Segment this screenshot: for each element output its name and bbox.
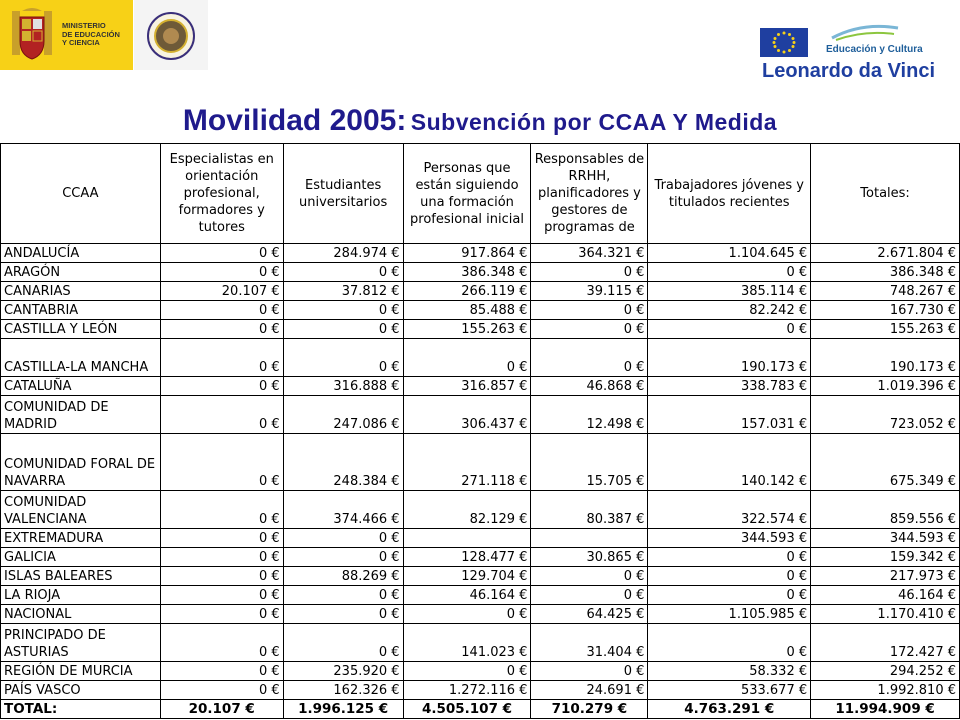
amount-cell: 82.242 € <box>648 301 811 320</box>
amount-cell: 338.783 € <box>648 377 811 396</box>
region-cell: GALICIA <box>1 548 161 567</box>
amount-cell: 0 € <box>531 662 648 681</box>
amount-cell: 58.332 € <box>648 662 811 681</box>
eu-flag-icon <box>760 28 808 57</box>
region-cell: CASTILLA-LA MANCHA <box>1 339 161 377</box>
amount-cell: 0 € <box>403 339 531 377</box>
region-cell: NACIONAL <box>1 605 161 624</box>
region-cell: EXTREMADURA <box>1 529 161 548</box>
table-row <box>1 282 960 301</box>
amount-cell: 533.677 € <box>648 681 811 700</box>
amount-cell: 248.384 € <box>283 434 403 491</box>
amount-cell: 0 € <box>160 263 283 282</box>
amount-cell: 0 € <box>160 681 283 700</box>
amount-cell: 0 € <box>283 624 403 662</box>
region-cell: ISLAS BALEARES <box>1 567 161 586</box>
amount-cell: 0 € <box>531 567 648 586</box>
amount-cell: 0 € <box>160 377 283 396</box>
region-cell: PRINCIPADO DE ASTURIAS <box>1 624 161 662</box>
amount-cell: 386.348 € <box>403 263 531 282</box>
table-row <box>1 586 960 605</box>
amount-cell: 80.387 € <box>531 491 648 529</box>
region-cell: COMUNIDAD FORAL DE NAVARRA <box>1 434 161 491</box>
amount-cell: 190.173 € <box>648 339 811 377</box>
region-cell: CATALUÑA <box>1 377 161 396</box>
table-row <box>1 681 960 700</box>
coat-of-arms-icon <box>8 7 56 63</box>
table-row <box>1 529 960 548</box>
amount-cell: 374.466 € <box>283 491 403 529</box>
amount-cell: 46.164 € <box>811 586 960 605</box>
amount-cell: 0 € <box>648 624 811 662</box>
amount-cell: 0 € <box>531 263 648 282</box>
total-amount-cell: 4.505.107 € <box>403 700 531 719</box>
amount-cell: 46.164 € <box>403 586 531 605</box>
total-amount-cell: 1.996.125 € <box>283 700 403 719</box>
table-row <box>1 320 960 339</box>
amount-cell: 271.118 € <box>403 434 531 491</box>
total-amount-cell: 20.107 € <box>160 700 283 719</box>
amount-cell: 24.691 € <box>531 681 648 700</box>
amount-cell: 0 € <box>160 567 283 586</box>
amount-cell: 167.730 € <box>811 301 960 320</box>
amount-cell: 1.104.645 € <box>648 244 811 263</box>
total-label: TOTAL: <box>1 700 161 719</box>
region-cell: CANTABRIA <box>1 301 161 320</box>
amount-cell: 30.865 € <box>531 548 648 567</box>
amount-cell: 247.086 € <box>283 396 403 434</box>
amount-cell: 0 € <box>648 320 811 339</box>
column-header-ccaa: CCAA <box>1 144 161 244</box>
amount-cell: 0 € <box>403 662 531 681</box>
amount-cell: 364.321 € <box>531 244 648 263</box>
region-cell: COMUNIDAD DE MADRID <box>1 396 161 434</box>
page-title <box>0 104 960 138</box>
ministry-line-2: DE EDUCACIÓN <box>62 29 120 39</box>
amount-cell: 88.269 € <box>283 567 403 586</box>
amount-cell: 294.252 € <box>811 662 960 681</box>
total-row <box>1 700 960 719</box>
agency-seal-icon <box>147 12 195 60</box>
column-header-formacion-inicial: Personas que están siguiendo una formación profesional inicial <box>403 144 531 244</box>
amount-cell: 141.023 € <box>403 624 531 662</box>
amount-cell: 284.974 € <box>283 244 403 263</box>
amount-cell: 15.705 € <box>531 434 648 491</box>
amount-cell: 385.114 € <box>648 282 811 301</box>
column-header-responsables-rrhh: Responsables de RRHH, planificadores y gestores de programas de <box>531 144 648 244</box>
title-subtitle: Subvención por CCAA Y Medida <box>410 109 778 135</box>
table-row <box>1 396 960 434</box>
amount-cell: 172.427 € <box>811 624 960 662</box>
amount-cell: 723.052 € <box>811 396 960 434</box>
amount-cell: 2.671.804 € <box>811 244 960 263</box>
amount-cell: 0 € <box>160 624 283 662</box>
ministry-logo <box>0 0 133 70</box>
amount-cell: 306.437 € <box>403 396 531 434</box>
table-row <box>1 339 960 377</box>
table-row <box>1 377 960 396</box>
amount-cell: 0 € <box>160 586 283 605</box>
table-row <box>1 548 960 567</box>
total-amount-cell: 4.763.291 € <box>648 700 811 719</box>
region-cell: PAÍS VASCO <box>1 681 161 700</box>
region-cell: REGIÓN DE MURCIA <box>1 662 161 681</box>
amount-cell: 0 € <box>403 605 531 624</box>
amount-cell: 190.173 € <box>811 339 960 377</box>
table-header-row <box>1 144 960 244</box>
amount-cell <box>403 529 531 548</box>
amount-cell: 0 € <box>160 301 283 320</box>
amount-cell: 344.593 € <box>648 529 811 548</box>
table-row <box>1 434 960 491</box>
subsidy-table <box>0 143 960 719</box>
amount-cell: 0 € <box>160 605 283 624</box>
region-cell: CASTILLA Y LEÓN <box>1 320 161 339</box>
title-main: Movilidad 2005: <box>182 104 407 137</box>
amount-cell: 0 € <box>283 605 403 624</box>
region-cell: LA RIOJA <box>1 586 161 605</box>
table-row <box>1 301 960 320</box>
table-row <box>1 244 960 263</box>
table-row <box>1 662 960 681</box>
ministry-name <box>62 22 120 48</box>
region-cell: CANARIAS <box>1 282 161 301</box>
amount-cell: 12.498 € <box>531 396 648 434</box>
amount-cell: 316.888 € <box>283 377 403 396</box>
column-header-trabajadores: Trabajadores jóvenes y titulados recientes <box>648 144 811 244</box>
column-header-totales: Totales: <box>811 144 960 244</box>
table-body <box>1 244 960 719</box>
amount-cell: 235.920 € <box>283 662 403 681</box>
table-row <box>1 491 960 529</box>
amount-cell: 31.404 € <box>531 624 648 662</box>
amount-cell: 85.488 € <box>403 301 531 320</box>
program-tagline: Educación y Cultura <box>826 44 923 55</box>
amount-cell: 155.263 € <box>811 320 960 339</box>
amount-cell: 0 € <box>160 529 283 548</box>
total-amount-cell: 11.994.909 € <box>811 700 960 719</box>
amount-cell: 46.868 € <box>531 377 648 396</box>
amount-cell: 162.326 € <box>283 681 403 700</box>
amount-cell: 0 € <box>648 567 811 586</box>
amount-cell: 0 € <box>283 548 403 567</box>
amount-cell: 0 € <box>283 320 403 339</box>
amount-cell: 0 € <box>160 244 283 263</box>
amount-cell: 1.019.396 € <box>811 377 960 396</box>
amount-cell: 64.425 € <box>531 605 648 624</box>
amount-cell: 0 € <box>160 396 283 434</box>
amount-cell: 266.119 € <box>403 282 531 301</box>
table-row <box>1 263 960 282</box>
amount-cell: 859.556 € <box>811 491 960 529</box>
amount-cell: 0 € <box>648 263 811 282</box>
amount-cell: 37.812 € <box>283 282 403 301</box>
amount-cell: 322.574 € <box>648 491 811 529</box>
amount-cell: 0 € <box>531 320 648 339</box>
table-row <box>1 567 960 586</box>
amount-cell: 0 € <box>648 548 811 567</box>
amount-cell: 675.349 € <box>811 434 960 491</box>
amount-cell: 0 € <box>283 301 403 320</box>
amount-cell: 1.105.985 € <box>648 605 811 624</box>
amount-cell: 0 € <box>283 586 403 605</box>
region-cell: ANDALUCÍA <box>1 244 161 263</box>
eu-stars-icon <box>760 28 808 57</box>
amount-cell: 1.992.810 € <box>811 681 960 700</box>
amount-cell: 344.593 € <box>811 529 960 548</box>
amount-cell: 82.129 € <box>403 491 531 529</box>
amount-cell: 0 € <box>160 662 283 681</box>
amount-cell: 155.263 € <box>403 320 531 339</box>
amount-cell: 0 € <box>283 529 403 548</box>
amount-cell: 386.348 € <box>811 263 960 282</box>
amount-cell: 159.342 € <box>811 548 960 567</box>
table-row <box>1 624 960 662</box>
amount-cell: 128.477 € <box>403 548 531 567</box>
region-cell: ARAGÓN <box>1 263 161 282</box>
amount-cell: 39.115 € <box>531 282 648 301</box>
amount-cell: 0 € <box>283 263 403 282</box>
amount-cell: 0 € <box>283 339 403 377</box>
amount-cell: 316.857 € <box>403 377 531 396</box>
agency-seal-area <box>134 0 208 70</box>
amount-cell: 129.704 € <box>403 567 531 586</box>
amount-cell: 748.267 € <box>811 282 960 301</box>
amount-cell: 0 € <box>160 491 283 529</box>
amount-cell <box>531 529 648 548</box>
amount-cell: 0 € <box>648 586 811 605</box>
amount-cell: 917.864 € <box>403 244 531 263</box>
program-name: Leonardo da Vinci <box>762 60 935 82</box>
amount-cell: 20.107 € <box>160 282 283 301</box>
table-row <box>1 605 960 624</box>
amount-cell: 0 € <box>160 339 283 377</box>
amount-cell: 0 € <box>160 434 283 491</box>
amount-cell: 1.170.410 € <box>811 605 960 624</box>
total-amount-cell: 710.279 € <box>531 700 648 719</box>
region-cell: COMUNIDAD VALENCIANA <box>1 491 161 529</box>
ministry-line-3: Y CIENCIA <box>62 38 100 47</box>
amount-cell: 0 € <box>160 320 283 339</box>
amount-cell: 157.031 € <box>648 396 811 434</box>
column-header-estudiantes: Estudiantes universitarios <box>283 144 403 244</box>
amount-cell: 0 € <box>531 339 648 377</box>
amount-cell: 217.973 € <box>811 567 960 586</box>
amount-cell: 140.142 € <box>648 434 811 491</box>
amount-cell: 1.272.116 € <box>403 681 531 700</box>
leonardo-logo-icon <box>830 24 900 42</box>
ministry-line-1: MINISTERIO <box>62 21 106 30</box>
column-header-especialistas: Especialistas en orientación profesional, formadores y tutores <box>160 144 283 244</box>
amount-cell: 0 € <box>531 586 648 605</box>
amount-cell: 0 € <box>531 301 648 320</box>
amount-cell: 0 € <box>160 548 283 567</box>
